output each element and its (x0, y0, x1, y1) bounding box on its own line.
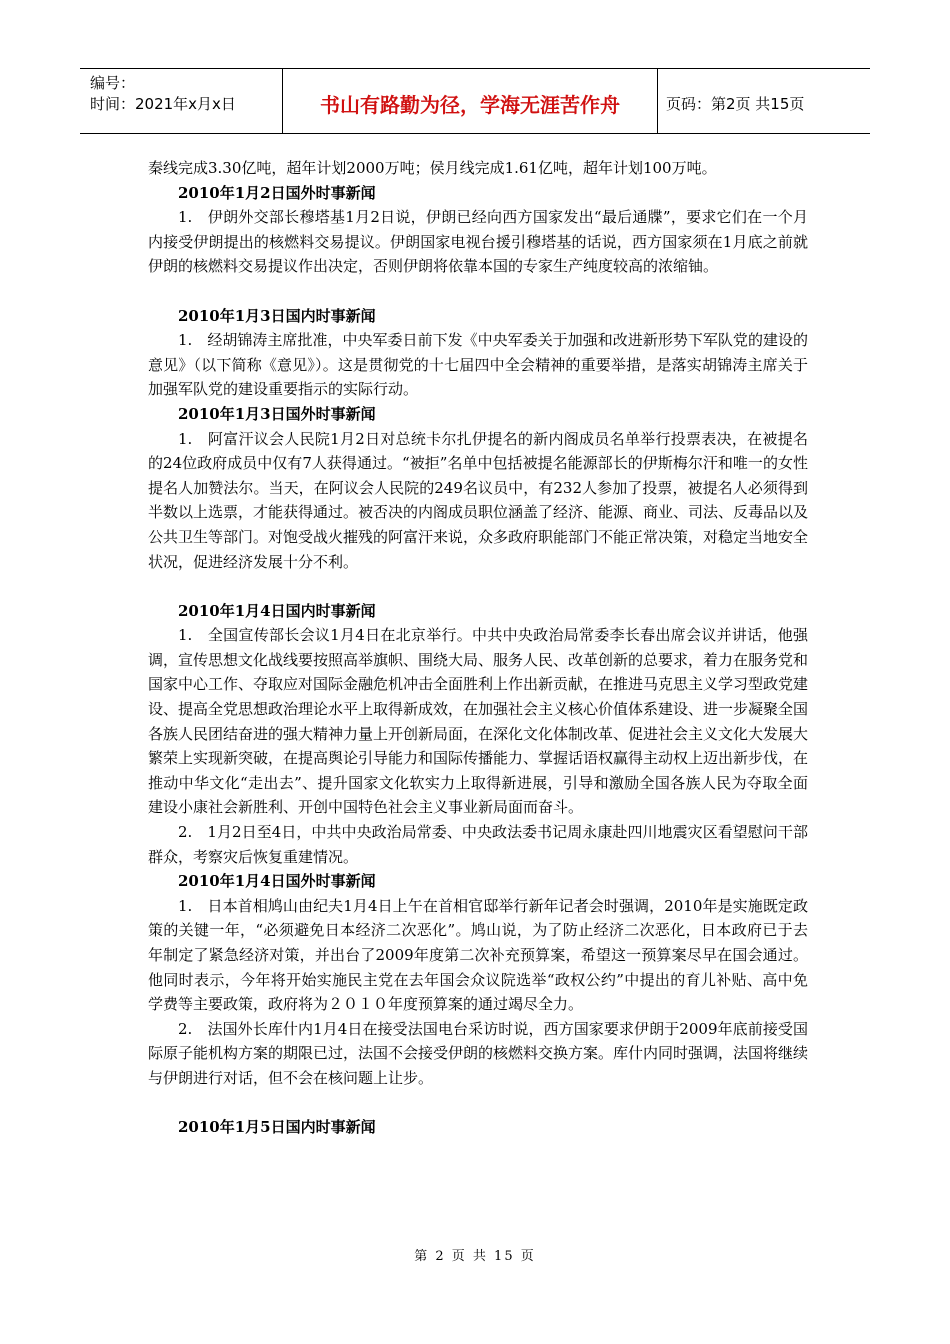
section-heading: 2010年1月4日国内时事新闻 (178, 601, 376, 620)
section-heading: 2010年1月3日国外时事新闻 (178, 404, 376, 423)
spacer (148, 574, 808, 599)
intro-paragraph: 秦线完成3.30亿吨，超年计划2000万吨；侯月线完成1.61亿吨，超年计划100万吨。 (148, 159, 717, 177)
document-body (148, 156, 808, 1140)
page-header (80, 68, 870, 134)
header-meta (80, 69, 283, 133)
header-motto: 书山有路勤为径，学海无涯苦作舟 (283, 69, 658, 133)
section-heading: 2010年1月3日国内时事新闻 (178, 306, 376, 325)
news-item: 2. 法国外长库什内1月4日在接受法国电台采访时说，西方国家要求伊朗于2009年底前接受国际原子能机构方案的期限已过，法国不会接受伊朗的核燃料交换方案。库什内同时强调，法国将继续与伊朗进行对话，但不会在核问题上让步。 (148, 1019, 809, 1087)
section-heading: 2010年1月2日国外时事新闻 (178, 183, 376, 202)
document-number-label: 编号： (90, 74, 136, 92)
news-item: 2. 1月2日至4日，中共中央政治局常委、中央政法委书记周永康赴四川地震灾区看望慰问干部群众，考察灾后恢复重建情况。 (148, 823, 808, 866)
document-date-label: 时间：2021年x月x日 (90, 95, 236, 113)
section-heading: 2010年1月5日国内时事新闻 (178, 1118, 376, 1137)
section-heading: 2010年1月4日国外时事新闻 (178, 872, 376, 891)
news-item: 1. 阿富汗议会人民院1月2日对总统卡尔扎伊提名的新内阁成员名单举行投票表决，在被提名的24位政府成员中仅有7人获得通过。“被拒”名单中包括被提名能源部长的伊斯梅尔汗和唯一的女性提名人加赞法尔。当天，在阿议会人民院的249名议员中，有232人参加了投票，被提名人必须得到半数以上选票，才能获得通过。被否决的内阁成员职位涵盖了经济、能源、商业、司法、反毒品以及公共卫生等部门。对饱受战火摧残的阿富汗来说，众多政府职能部门不能正常决策，对稳定当地安全状况，促进经济发展十分不利。 (148, 429, 809, 571)
news-item: 1. 经胡锦涛主席批准，中央军委日前下发《中央军委关于加强和改进新形势下军队党的建设的意见》（以下简称《意见》）。这是贯彻党的十七届四中全会精神的重要举措，是落实胡锦涛主席关于加强军队党的建设重要指示的实际行动。 (148, 331, 808, 399)
news-item: 1. 伊朗外交部长穆塔基1月2日说，伊朗已经向西方国家发出“最后通牒”，要求它们在一个月内接受伊朗提出的核燃料交易提议。伊朗国家电视台援引穆塔基的话说，西方国家须在1月底之前就伊朗的核燃料交易提议作出决定，否则伊朗将依靠本国的专家生产纯度较高的浓缩铀。 (148, 208, 808, 276)
news-item: 1. 日本首相鸠山由纪夫1月4日上午在首相官邸举行新年记者会时强调，2010年是实施既定政策的关键一年，“必须避免日本经济二次恶化”。鸠山说，为了防止经济二次恶化，日本政府已于去年制定了紧急经济对策，并出台了2009年度第二次补充预算案，希望这一预算案尽早在国会通过。他同时表示，今年将开始实施民主党在去年国会众议院选举“政权公约”中提出的育儿补贴、高中免学费等主要政策，政府将为２０１０年度预算案的通过竭尽全力。 (148, 896, 808, 1014)
news-item: 1. 全国宣传部长会议1月4日在北京举行。中共中央政治局常委李长春出席会议并讲话，他强调，宣传思想文化战线要按照高举旗帜、围绕大局、服务人民、改革创新的总要求，着力在服务党和国家中心工作、夺取应对国际金融危机冲击全面胜利上作出新贡献，在推进马克思主义学习型政党建设、提高全党思想政治理论水平上取得新成效，在加强社会主义核心价值体系建设、进一步凝聚全国各族人民团结奋进的强大精神力量上开创新局面，在深化文化体制改革、促进社会主义文化大发展大繁荣上实现新突破，在提高舆论引导能力和国际传播能力、掌握话语权赢得主动权上迈出新步伐，在推动中华文化“走出去”、提升国家文化软实力上取得新进展，引导和激励全国各族人民为夺取全面建设小康社会新胜利、开创中国特色社会主义事业新局面而奋斗。 (148, 626, 809, 817)
spacer (148, 1091, 808, 1116)
spacer (148, 279, 808, 304)
header-page-label: 页码：第2页 共15页 (666, 94, 805, 113)
page-footer: 第 2 页 共 15 页 (414, 1249, 536, 1264)
